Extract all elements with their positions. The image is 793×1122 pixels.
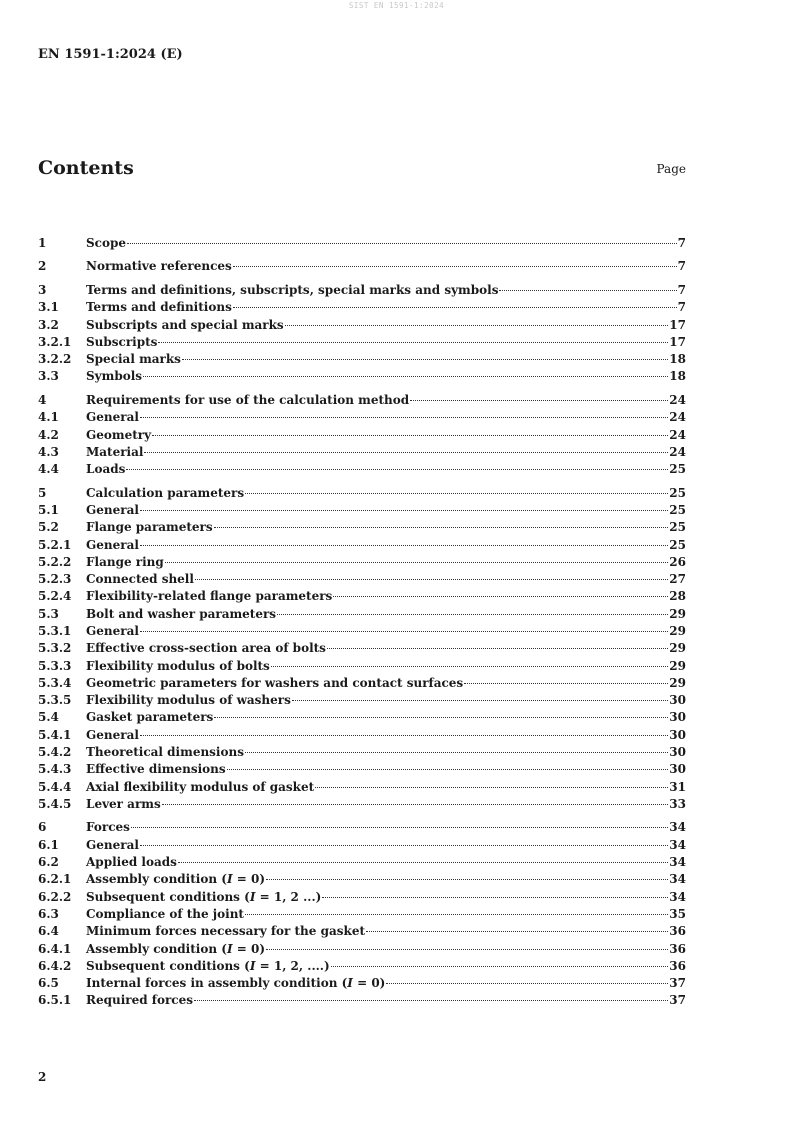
toc-entry[interactable]: [38, 872, 686, 889]
toc-dot-leader: [214, 527, 669, 528]
toc-entry-number: 5.4: [38, 710, 59, 725]
toc-entry[interactable]: [38, 728, 686, 745]
toc-entry[interactable]: [38, 762, 686, 779]
toc-entry-title[interactable]: Geometric parameters for washers and contact surfaces: [86, 675, 464, 690]
toc-entry-number: 4.4: [38, 462, 59, 477]
toc-entry[interactable]: [38, 780, 686, 797]
toc-entry-title[interactable]: Bolt and washer parameters: [86, 606, 277, 621]
toc-entry-page[interactable]: 30: [669, 745, 686, 760]
toc-entry-title[interactable]: Lever arms: [86, 796, 161, 811]
toc-dot-leader: [331, 966, 669, 967]
toc-entry-title[interactable]: Subsequent conditions (I = 1, 2 ...): [86, 889, 322, 904]
toc-entry[interactable]: [38, 607, 686, 624]
toc-entry[interactable]: [38, 659, 686, 676]
toc-entry[interactable]: [38, 855, 686, 872]
toc-entry-page[interactable]: 30: [669, 710, 686, 725]
toc-entry-page[interactable]: 24: [669, 444, 686, 459]
toc-entry[interactable]: [38, 959, 686, 976]
toc-entry-page[interactable]: 29: [669, 623, 686, 638]
toc-entry-number: 5.2.3: [38, 572, 72, 587]
toc-entry-number: 5: [38, 485, 47, 500]
toc-entry-number: 5.3.5: [38, 693, 72, 708]
toc-entry-number: 5.4.4: [38, 779, 72, 794]
toc-entry-number: 3.2.2: [38, 352, 72, 367]
toc-entry-number: 4.2: [38, 427, 59, 442]
toc-dot-leader: [266, 879, 668, 880]
toc-dot-leader: [126, 469, 668, 470]
toc-entry-page[interactable]: 7: [677, 259, 686, 274]
toc-entry-title[interactable]: Flexibility-related flange parameters: [86, 589, 333, 604]
toc-entry[interactable]: [38, 976, 686, 993]
toc-dot-leader: [322, 897, 668, 898]
toc-entry-title[interactable]: General: [86, 727, 139, 742]
toc-entry-page[interactable]: 7: [677, 236, 686, 250]
toc-entry[interactable]: [38, 820, 686, 837]
toc-entry-title[interactable]: General: [86, 502, 139, 517]
toc-entry[interactable]: [38, 369, 686, 386]
toc-entry[interactable]: [38, 942, 686, 959]
toc-entry-title[interactable]: Effective dimensions: [86, 762, 226, 777]
toc-entry-title[interactable]: Calculation parameters: [86, 485, 245, 500]
toc-entry-number: 5.1: [38, 502, 59, 517]
toc-entry-title[interactable]: Subscripts and special marks: [86, 317, 284, 332]
toc-entry[interactable]: [38, 335, 686, 352]
toc-dot-leader: [140, 510, 668, 511]
toc-entry-title[interactable]: Requirements for use of the calculation method: [86, 392, 410, 407]
toc-entry-number: 5.4.2: [38, 745, 72, 760]
toc-dot-leader: [158, 342, 668, 343]
toc-entry-page[interactable]: 26: [669, 554, 686, 569]
toc-entry[interactable]: [38, 283, 686, 300]
toc-entry-number: 3.1: [38, 300, 59, 315]
toc-entry[interactable]: [38, 797, 686, 814]
toc-entry-page[interactable]: 34: [669, 855, 686, 870]
toc-entry-number: 6.5: [38, 976, 59, 991]
toc-entry[interactable]: [38, 393, 686, 410]
toc-entry-number: 6.3: [38, 906, 59, 921]
toc-entry[interactable]: [38, 445, 686, 462]
document-id: EN 1591-1:2024 (E): [38, 47, 183, 62]
toc-dot-leader: [194, 1000, 668, 1001]
toc-dot-leader: [327, 648, 668, 649]
toc-entry-title[interactable]: Theoretical dimensions: [86, 745, 244, 760]
toc-dot-leader: [386, 983, 668, 984]
toc-entry-page[interactable]: 34: [669, 837, 686, 852]
toc-dot-leader: [178, 862, 668, 863]
toc-entry-number: 5.2.1: [38, 537, 72, 552]
toc-entry-title[interactable]: Required forces: [86, 993, 193, 1008]
toc-dot-leader: [143, 376, 668, 377]
toc-entry[interactable]: [38, 428, 686, 445]
toc-entry[interactable]: [38, 907, 686, 924]
toc-entry-number: 5.3.2: [38, 641, 72, 656]
toc-entry-title[interactable]: Material: [86, 444, 144, 459]
toc-entry-page[interactable]: 36: [669, 941, 686, 956]
toc-entry-title[interactable]: Scope: [86, 236, 127, 250]
toc-entry[interactable]: [38, 300, 686, 317]
toc-entry-number: 6.2.1: [38, 872, 72, 887]
toc-entry-page[interactable]: 7: [677, 282, 686, 297]
toc-entry-number: 6.4.1: [38, 941, 72, 956]
toc-entry-title[interactable]: Assembly condition (I = 0): [86, 941, 266, 956]
toc-dot-leader: [366, 931, 668, 932]
toc-entry-number: 6.4.2: [38, 958, 72, 973]
toc-entry-page[interactable]: 24: [669, 427, 686, 442]
toc-entry-page[interactable]: 24: [669, 410, 686, 425]
toc-entry-number: 6.5.1: [38, 993, 72, 1008]
toc-entry[interactable]: [38, 259, 686, 276]
toc-entry[interactable]: [38, 572, 686, 589]
toc-entry-title[interactable]: Flexibility modulus of bolts: [86, 658, 270, 673]
toc-entry-number: 5.2.4: [38, 589, 72, 604]
toc-entry-page[interactable]: 7: [677, 300, 686, 315]
toc-entry-page[interactable]: 28: [669, 589, 686, 604]
toc-entry-number: 3: [38, 282, 47, 297]
toc-entry-title[interactable]: Axial flexibility modulus of gasket: [86, 779, 315, 794]
toc-entry-number: 3.2: [38, 317, 59, 332]
toc-entry-title[interactable]: Flange ring: [86, 554, 164, 569]
toc-entry-number: 4.1: [38, 410, 59, 425]
toc-entry-title[interactable]: Flange parameters: [86, 520, 213, 535]
toc-dot-leader: [233, 266, 677, 267]
toc-dot-leader: [499, 290, 676, 291]
page-column-label: Page: [656, 162, 686, 176]
toc-entry-title[interactable]: Terms and definitions, subscripts, special marks and symbols: [86, 282, 499, 297]
toc-entry-title[interactable]: Effective cross-section area of bolts: [86, 641, 326, 656]
toc-dot-leader: [285, 325, 669, 326]
toc-dot-leader: [165, 562, 669, 563]
toc-entry-page[interactable]: 35: [669, 906, 686, 921]
toc-entry-number: 6.1: [38, 837, 59, 852]
toc-entry-page[interactable]: 30: [669, 762, 686, 777]
toc-entry-number: 5.2: [38, 520, 59, 535]
toc-dot-leader: [140, 631, 668, 632]
toc-entry[interactable]: [38, 993, 686, 1010]
toc-entry[interactable]: [38, 693, 686, 710]
toc-entry-page[interactable]: 17: [669, 317, 686, 332]
toc-dot-leader: [144, 452, 668, 453]
toc-dot-leader: [131, 827, 668, 828]
toc-entry-page[interactable]: 37: [669, 976, 686, 991]
toc-entry-title[interactable]: Symbols: [86, 369, 143, 384]
toc-dot-leader: [127, 243, 677, 244]
toc-entry-title[interactable]: Assembly condition (I = 0): [86, 872, 266, 887]
toc-entry-number: 6.2.2: [38, 889, 72, 904]
toc-entry-number: 3.3: [38, 369, 59, 384]
toc-entry-page[interactable]: 25: [669, 485, 686, 500]
toc-entry[interactable]: [38, 555, 686, 572]
toc-entry-page[interactable]: 18: [669, 369, 686, 384]
toc-entry-page[interactable]: 30: [669, 693, 686, 708]
toc-entry-number: 5.3.1: [38, 623, 72, 638]
toc-entry-page[interactable]: 29: [669, 641, 686, 656]
toc-entry-number: 5.3.4: [38, 675, 72, 690]
toc-dot-leader: [140, 545, 668, 546]
toc-dot-leader: [266, 949, 668, 950]
toc-dot-leader: [333, 596, 668, 597]
toc-entry-title[interactable]: General: [86, 837, 139, 852]
page-title: Contents: [38, 157, 134, 179]
toc-entry[interactable]: [38, 838, 686, 855]
toc-entry-number: 5.3.3: [38, 658, 72, 673]
toc-dot-leader: [182, 359, 668, 360]
toc-entry-page[interactable]: 33: [669, 796, 686, 811]
toc-entry-page[interactable]: 17: [669, 334, 686, 349]
toc-entry[interactable]: [38, 589, 686, 606]
toc-entry-title[interactable]: Flexibility modulus of washers: [86, 693, 291, 708]
toc-entry-title[interactable]: Applied loads: [86, 855, 177, 870]
toc-dot-leader: [245, 914, 668, 915]
toc-dot-leader: [195, 579, 668, 580]
toc-dot-leader: [140, 735, 668, 736]
toc-entry-title[interactable]: Subscripts: [86, 334, 158, 349]
toc-entry[interactable]: [38, 890, 686, 907]
toc-entry-number: 1: [38, 236, 47, 250]
page-number: 2: [38, 1070, 47, 1084]
toc-entry-number: 6: [38, 820, 47, 835]
toc-entry-number: 5.2.2: [38, 554, 72, 569]
toc-entry-title[interactable]: General: [86, 410, 139, 425]
toc-entry-page[interactable]: 34: [669, 872, 686, 887]
toc-entry[interactable]: [38, 318, 686, 335]
toc-entry-number: 6.2: [38, 855, 59, 870]
toc-entry-page[interactable]: 29: [669, 658, 686, 673]
toc-entry-title[interactable]: Subsequent conditions (I = 1, 2, ....): [86, 958, 330, 973]
toc-entry-number: 3.2.1: [38, 334, 72, 349]
toc-entry[interactable]: [38, 924, 686, 941]
toc-dot-leader: [292, 700, 668, 701]
toc-entry-page[interactable]: 31: [669, 779, 686, 794]
toc-dot-leader: [152, 435, 668, 436]
toc-entry-page[interactable]: 36: [669, 958, 686, 973]
toc-entry-title[interactable]: Compliance of the joint: [86, 906, 244, 921]
toc-dot-leader: [245, 493, 668, 494]
toc-entry-page[interactable]: 24: [669, 392, 686, 407]
toc-entry-page[interactable]: 36: [669, 924, 686, 939]
toc-entry-title[interactable]: General: [86, 537, 139, 552]
toc-entry-number: 5.4.1: [38, 727, 72, 742]
toc-entry-number: 5.3: [38, 606, 59, 621]
toc-entry[interactable]: [38, 710, 686, 727]
toc-entry-title[interactable]: Terms and definitions: [86, 300, 232, 315]
toc-entry[interactable]: [38, 641, 686, 658]
toc-entry[interactable]: [38, 236, 686, 253]
table-of-contents: [38, 236, 686, 1011]
toc-entry-title[interactable]: Geometry: [86, 427, 152, 442]
toc-entry-title[interactable]: Loads: [86, 462, 126, 477]
toc-entry-page[interactable]: 30: [669, 727, 686, 742]
toc-entry-page[interactable]: 34: [669, 820, 686, 835]
toc-entry-page[interactable]: 18: [669, 352, 686, 367]
toc-dot-leader: [140, 417, 668, 418]
toc-entry-title[interactable]: Minimum forces necessary for the gasket: [86, 924, 366, 939]
toc-entry-page[interactable]: 34: [669, 889, 686, 904]
toc-entry[interactable]: [38, 486, 686, 503]
toc-entry[interactable]: [38, 352, 686, 369]
toc-dot-leader: [245, 752, 668, 753]
toc-entry-number: 5.4.3: [38, 762, 72, 777]
toc-dot-leader: [410, 400, 668, 401]
toc-entry[interactable]: [38, 520, 686, 537]
toc-dot-leader: [162, 804, 669, 805]
toc-entry[interactable]: [38, 410, 686, 427]
toc-entry-title[interactable]: Special marks: [86, 352, 181, 367]
toc-entry-number: 5.4.5: [38, 796, 72, 811]
toc-entry-page[interactable]: 37: [669, 993, 686, 1008]
toc-entry-title[interactable]: General: [86, 623, 139, 638]
toc-entry-title[interactable]: Gasket parameters: [86, 710, 214, 725]
toc-entry-title[interactable]: Normative references: [86, 259, 232, 274]
toc-entry-title[interactable]: Internal forces in assembly condition (I = 0): [86, 976, 386, 991]
toc-entry-page[interactable]: 25: [669, 502, 686, 517]
toc-entry-number: 4.3: [38, 444, 59, 459]
toc-entry-page[interactable]: 25: [669, 520, 686, 535]
toc-dot-leader: [140, 845, 668, 846]
toc-entry[interactable]: [38, 745, 686, 762]
toc-entry-page[interactable]: 25: [669, 462, 686, 477]
toc-dot-leader: [227, 769, 669, 770]
toc-entry-title[interactable]: Connected shell: [86, 572, 194, 587]
toc-dot-leader: [315, 787, 668, 788]
toc-entry[interactable]: [38, 676, 686, 693]
toc-entry-page[interactable]: 29: [669, 675, 686, 690]
toc-entry-number: 6.4: [38, 924, 59, 939]
toc-dot-leader: [277, 614, 668, 615]
toc-entry-page[interactable]: 25: [669, 537, 686, 552]
toc-dot-leader: [233, 307, 677, 308]
watermark: SIST EN 1591-1:2024: [348, 1, 445, 10]
toc-entry[interactable]: [38, 503, 686, 520]
toc-dot-leader: [214, 717, 668, 718]
toc-entry-number: 4: [38, 392, 47, 407]
toc-entry[interactable]: [38, 462, 686, 479]
toc-entry-page[interactable]: 27: [669, 572, 686, 587]
toc-entry[interactable]: [38, 624, 686, 641]
toc-entry-page[interactable]: 29: [669, 606, 686, 621]
toc-dot-leader: [464, 683, 668, 684]
toc-entry[interactable]: [38, 538, 686, 555]
toc-entry-number: 2: [38, 259, 47, 274]
toc-dot-leader: [271, 666, 668, 667]
toc-entry-title[interactable]: Forces: [86, 820, 130, 835]
